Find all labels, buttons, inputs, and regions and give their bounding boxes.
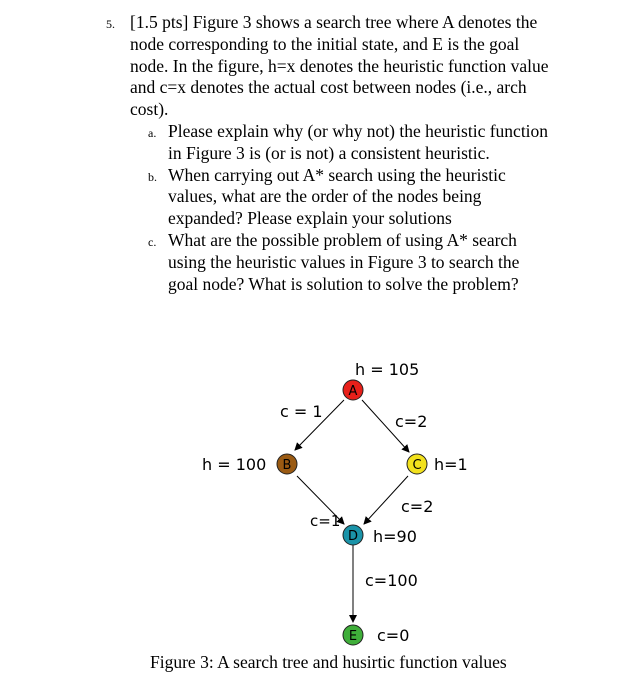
part-a-text: Please explain why (or why not) the heuristic function in Figure 3 is (or is not) a consistent heuristic. xyxy=(168,120,549,163)
node-c xyxy=(407,454,427,474)
label-c-e: c=0 xyxy=(377,626,410,645)
svg-text:C: C xyxy=(412,458,422,473)
part-c-letter: c. xyxy=(148,234,157,249)
part-b-letter: b. xyxy=(148,169,157,184)
part-c-text: What are the possible problem of using A* search using the heuristic values in Figure 3 to search the goal node? What is solution to solve the problem? xyxy=(168,229,520,294)
svg-text:A: A xyxy=(348,384,358,399)
label-h-b: h = 100 xyxy=(202,455,267,474)
label-h-c: h=1 xyxy=(434,455,468,474)
part-b-text: When carrying out A* search using the heuristic values, what are the order of the nodes being expanded? Please explain your solutions xyxy=(168,164,506,229)
node-b xyxy=(277,454,297,474)
svg-text:D: D xyxy=(347,529,359,544)
node-d xyxy=(343,525,363,545)
label-c-cd: c=2 xyxy=(401,497,434,516)
question-intro: [1.5 pts] Figure 3 shows a search tree where A denotes the node corresponding to the initial state, and E is the goal node. In the figure, h=x denotes the heuristic function value and c=x denotes the actual cost between nodes (i.e., arch cost). xyxy=(130,12,549,120)
svg-text:E: E xyxy=(348,629,358,644)
question-number: 5. xyxy=(106,17,115,31)
node-a xyxy=(343,380,363,400)
node-e xyxy=(343,625,363,645)
label-c-ac: c=2 xyxy=(395,412,428,431)
label-h-d: h=90 xyxy=(373,527,417,546)
svg-text:B: B xyxy=(282,458,292,473)
part-a-letter: a. xyxy=(148,125,157,140)
label-h-a: h = 105 xyxy=(355,360,420,379)
label-c-ab: c = 1 xyxy=(280,402,323,421)
label-c-de: c=100 xyxy=(365,571,418,590)
figure-caption: Figure 3: A search tree and husirtic function values xyxy=(150,652,507,672)
label-c-bd: c=1 xyxy=(310,512,341,530)
